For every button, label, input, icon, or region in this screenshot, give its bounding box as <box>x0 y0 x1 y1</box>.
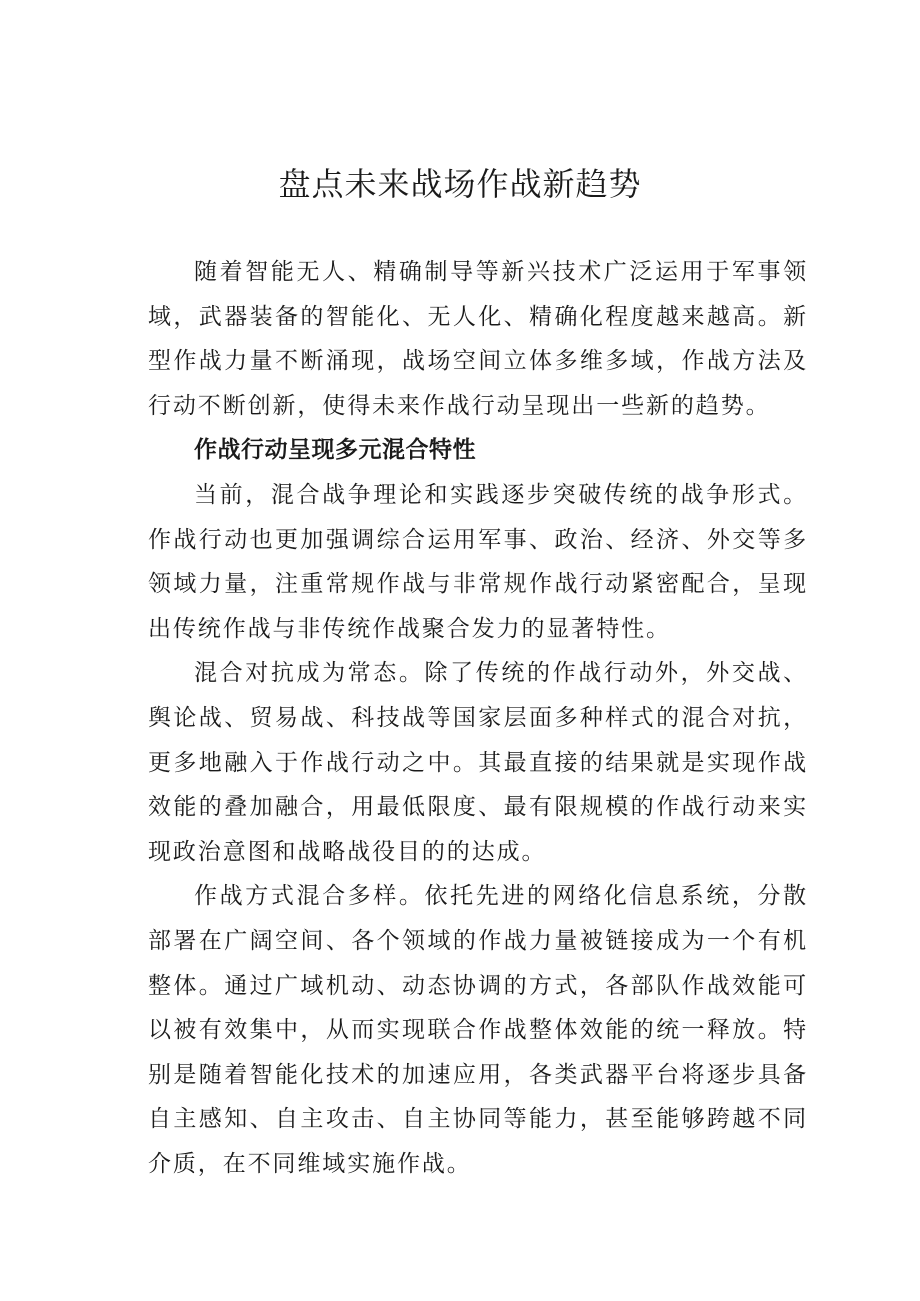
section-heading: 作战行动呈现多元混合特性 <box>194 437 476 464</box>
intro-paragraph: 随着智能无人、精确制导等新兴技术广泛运用于军事领域，武器装备的智能化、无人化、精确化程度越来越高。新型作战力量不断涌现，战场空间立体多维多域，作战方法及行动不断创新，使得未来作战行动呈现出一些新的趋势。 <box>148 259 808 419</box>
body-paragraph-1: 当前，混合战争理论和实践逐步突破传统的战争形式。作战行动也更加强调综合运用军事、政治、经济、外交等多领域力量，注重常规作战与非常规作战行动紧密配合，呈现出传统作战与非传统作战聚合发力的显著特性。 <box>148 481 808 642</box>
document-body <box>148 250 808 1186</box>
body-paragraph-2: 混合对抗成为常态。除了传统的作战行动外，外交战、舆论战、贸易战、科技战等国家层面多种样式的混合对抗，更多地融入于作战行动之中。其最直接的结果就是实现作战效能的叠加融合，用最低限度、最有限规模的作战行动来实现政治意图和战略战役目的的达成。 <box>148 660 808 865</box>
body-paragraph-3: 作战方式混合多样。依托先进的网络化信息系统，分散部署在广阔空间、各个领域的作战力量被链接成为一个有机整体。通过广域机动、动态协调的方式，各部队作战效能可以被有效集中，从而实现联合作战整体效能的统一释放。特别是随着智能化技术的加速应用，各类武器平台将逐步具备自主感知、自主攻击、自主协同等能力，甚至能够跨越不同介质，在不同维域实施作战。 <box>148 883 808 1177</box>
document-title: 盘点未来战场作战新趋势 <box>278 165 642 203</box>
